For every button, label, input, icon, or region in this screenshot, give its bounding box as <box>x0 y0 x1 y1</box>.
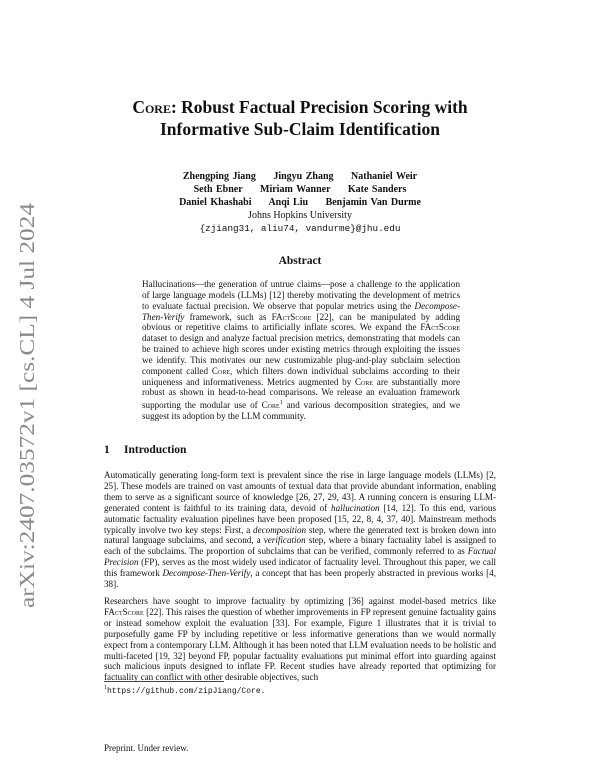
abstract-text-2: framework, such as <box>184 311 272 322</box>
intro-text: Automatically generating long-form text is prevalent since the rise in large language models (LLMs) [2, 25]. These models are trained on vast amounts of textual data that provide abundant information, enabling them to serve as a significant source of knowledge [26, 27, 29, 43]. A running concern is ensuring LLM-generated content is faithful to its training data, devoid of <box>104 470 496 513</box>
abstract-factscore-1: FActScore <box>271 311 312 322</box>
intro-text: step, where a binary factuality label is assigned to each of the subclaims. The proportion of subclaims that can be verified, commonly referred to as <box>104 535 497 557</box>
intro-text: [22]. This raises the question of whether improvements in FP represent genuine factuality gains or instead somehow exploit the evaluation [33]. For example, Figure 1 illustrates that it is trivial to purposefully game FP by including repetitive or less informative generations than we would normally expect from a contemporary LLM. Although it has been noted that LLM evaluation needs to be holistic and multi-faceted [19, 32] beyond FP, popular factuality evaluations put minimal effort into guarding against such malicious inputs designed to inflate FP. Recent studies have already reported that optimizing for factuality can conflict with other desirable objectives, such <box>104 606 496 683</box>
arxiv-identifier-stamp <box>6 200 46 610</box>
title-line1-rest: : Robust Factual Precision Scoring with <box>170 97 468 117</box>
intro-text: Researchers have sought to improve factuality by optimizing [36] against model-based metrics like <box>104 595 496 606</box>
abstract-text-3: [22], can be manipulated by adding obvious or repetitive claims to artificially inflate scores. We expand the <box>142 311 460 333</box>
intro-term-hallucination: hallucination <box>331 502 380 513</box>
intro-term-factscore: FActScore <box>104 606 144 617</box>
abstract-dtv-term: Decompose-Then-Verify <box>142 300 460 322</box>
intro-text: , a concept that has been properly abstracted in previous works [4, 38]. <box>104 568 496 590</box>
footnote-number: 1 <box>104 685 107 692</box>
abstract-body <box>142 279 460 422</box>
footnote-url[interactable]: https://github.com/zipJiang/Core. <box>107 687 266 696</box>
title-line2: Informative Sub-Claim Identification <box>160 119 440 139</box>
section-number: 1 <box>104 444 110 456</box>
paper-title <box>100 96 500 140</box>
intro-term-factual-precision: Factual Precision <box>104 546 496 568</box>
abstract-core-3: Core <box>261 400 280 411</box>
author-block <box>100 170 500 235</box>
author-names-line-3: Daniel Khashabi Anqi Liu Benjamin Van Durme <box>179 197 421 208</box>
footnote <box>104 685 265 696</box>
abstract-text-7: and various decomposition strategies, and we suggest its adoption by the LLM community. <box>142 400 460 422</box>
intro-paragraph-1 <box>104 470 496 590</box>
arxiv-stamp-graphic <box>6 200 46 610</box>
abstract-text-6: are substantially more robust as shown in head-to-head comparisons. We release an evaluation framework supporting the modular use of <box>142 376 460 411</box>
abstract-text-4: dataset to design and analyze factual precision metrics, demonstrating that models can be trained to achieve high scores under existing metrics through exploiting the issues we identify. This motivates our new customizable plug-and-play subclaim selection component called <box>142 333 460 376</box>
abstract-factscore-2: FActScore <box>420 322 460 333</box>
footnote-marker: 1 <box>279 400 283 407</box>
intro-paragraph-2 <box>104 596 496 683</box>
author-names-line-1: Zhengping Jiang Jingyu Zhang Nathaniel Weir <box>182 171 418 182</box>
footnote-divider <box>104 681 224 682</box>
intro-term-dtv: Decompose-Then-Verify <box>162 568 251 579</box>
author-emails: {zjiang31, aliu74, vandurme}@jhu.edu <box>199 223 401 234</box>
section-heading-introduction <box>104 444 186 456</box>
abstract-core-1: Core <box>211 365 230 376</box>
abstract-heading: Abstract <box>278 255 322 267</box>
abstract-text-5: , which filters down individual subclaims according to their uniqueness and informativeness. Metrics augmented by <box>142 365 460 387</box>
author-names-line-2: Seth Ebner Miriam Wanner Kate Sanders <box>193 184 407 195</box>
intro-text: [14, 12]. To this end, various automatic factuality evaluation pipelines have been proposed [15, 22, 8, 4, 37, 40]. Mainstream methods typically involve two key steps: First, a <box>104 502 496 535</box>
author-affiliation: Johns Hopkins University <box>248 210 352 221</box>
intro-term-decomposition: decomposition <box>253 524 307 535</box>
intro-text: step, where the generated text is broken down into natural language subclaims, and second, a <box>104 524 496 546</box>
arxiv-stamp-text: arXiv:2407.03572v1 [cs.CL] 4 Jul 2024 <box>15 272 39 608</box>
intro-text: (FP), serves as the most widely used indicator of factuality level. Throughout this paper, we call this framework <box>104 557 496 579</box>
section-title: Introduction <box>124 444 187 456</box>
title-core-name: Core <box>132 97 171 117</box>
abstract-text-1: Hallucinations—the generation of untrue claims—pose a challenge to the application of large language models (LLMs) [12] thereby motivating the development of metrics to evaluate factual precision. We observe that popular metrics using the <box>142 279 460 311</box>
intro-term-verification: verification <box>263 535 306 546</box>
preprint-note: Preprint. Under review. <box>104 743 189 753</box>
abstract-core-2: Core <box>355 376 374 387</box>
